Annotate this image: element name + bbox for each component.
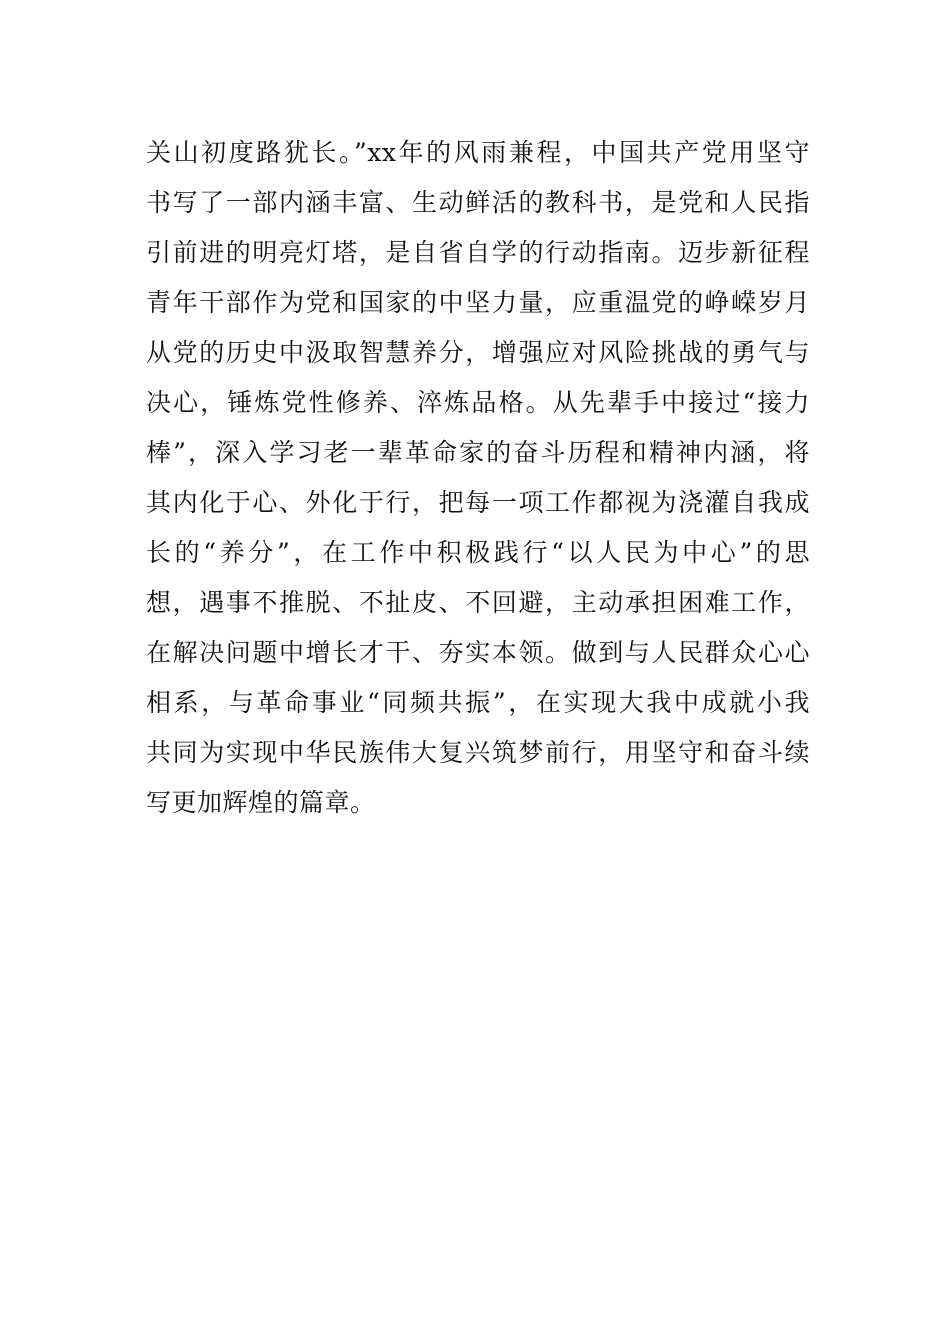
text-line: 相系，与革命事业“同频共振”，在实现大我中成就小我 — [146, 688, 810, 717]
text-line: 在解决问题中增长才干、夯实本领。做到与人民群众心心 — [146, 638, 810, 667]
text-line: 共同为实现中华民族伟大复兴筑梦前行，用坚守和奋斗续 — [146, 738, 810, 767]
text-line: 棒”，深入学习老一辈革命家的奋斗历程和精神内涵，将 — [146, 438, 810, 467]
text-line: 书写了一部内涵丰富、生动鲜活的教科书，是党和人民指 — [146, 188, 810, 217]
text-line: 引前进的明亮灯塔，是自省自学的行动指南。迈步新征程 — [146, 238, 810, 267]
text-line: 决心，锤炼党性修养、淬炼品格。从先辈手中接过“接力 — [146, 388, 810, 417]
text-line: 关山初度路犹长。”xx年的风雨兼程，中国共产党用坚守 — [146, 138, 810, 167]
text-line: 从党的历史中汲取智慧养分，增强应对风险挑战的勇气与 — [146, 338, 810, 367]
text-line: 青年干部作为党和国家的中坚力量，应重温党的峥嵘岁月 — [146, 288, 810, 317]
text-line: 其内化于心、外化于行，把每一项工作都视为浇灌自我成 — [146, 488, 810, 517]
body-paragraph — [146, 128, 810, 828]
text-line: 长的“养分”，在工作中积极践行“以人民为中心”的思 — [146, 538, 810, 567]
text-line: 想，遇事不推脱、不扯皮、不回避，主动承担困难工作， — [146, 588, 810, 617]
text-line: 写更加辉煌的篇章。 — [146, 788, 376, 817]
